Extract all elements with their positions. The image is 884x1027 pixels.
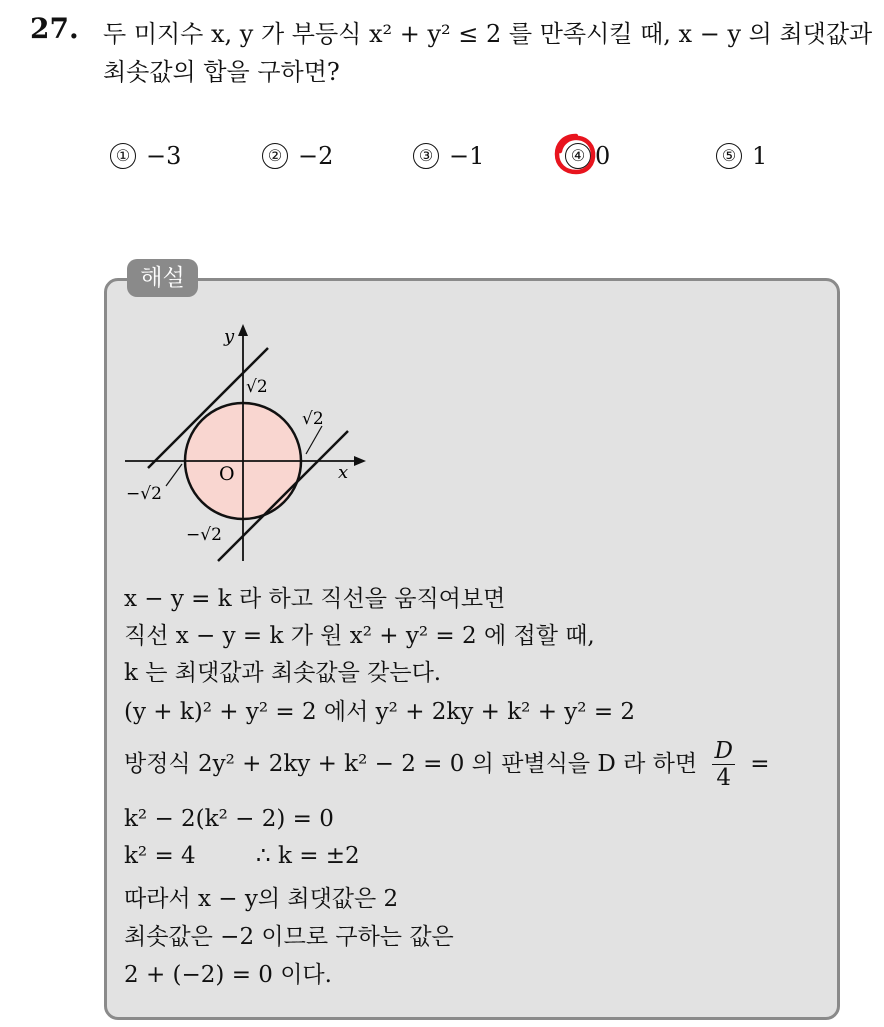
fraction-numerator: D: [714, 738, 733, 764]
choice-3-marker: ③: [413, 143, 439, 169]
choice-3-text: −1: [449, 142, 485, 170]
solution-line-5: [124, 738, 769, 792]
solution-line-8: 따라서 x − y의 최댓값은 2: [124, 886, 399, 912]
choice-2-text: −2: [298, 142, 334, 170]
x-axis-label: x: [338, 462, 349, 483]
solution-line-3: k 는 최댓값과 최솟값을 갖는다.: [124, 660, 442, 686]
solution-line-2: 직선 x − y = k 가 원 x² + y² = 2 에 접할 때,: [124, 623, 595, 649]
solution-line-9: 최솟값은 −2 이므로 구하는 값은: [124, 924, 454, 950]
choice-4-text: 0: [595, 142, 611, 170]
solution-tag: 해설: [127, 259, 198, 297]
choice-1-text: −3: [146, 142, 182, 170]
discriminant-fraction: [712, 738, 734, 792]
question-number: 27.: [30, 12, 79, 45]
solution-line-7: k² = 4: [124, 843, 196, 869]
choice-2[interactable]: [262, 142, 333, 170]
origin-label: O: [219, 463, 235, 485]
top-intercept-label: √2: [246, 377, 268, 397]
solution-line-4: (y + k)² + y² = 2 에서 y² + 2ky + k² + y² = 2: [124, 699, 636, 725]
solution-line-5-text: 방정식 2y² + 2ky + k² − 2 = 0 의 판별식을 D 라 하면: [124, 750, 698, 777]
choice-1-marker: ①: [110, 143, 136, 169]
choice-5-text: 1: [752, 142, 768, 170]
answer-circle-mark: [552, 131, 598, 177]
right-intercept-label: √2: [302, 409, 324, 429]
left-label-pointer: [166, 464, 182, 486]
choice-5[interactable]: [716, 142, 767, 170]
y-axis-label: y: [224, 326, 235, 347]
question-text-line-1: 두 미지수 x, y 가 부등식 x² + y² ≤ 2 를 만족시킬 때, x − y 의 최댓값과: [103, 20, 873, 48]
fraction-equals: =: [750, 750, 770, 777]
question-text-line-2: 최솟값의 합을 구하면?: [103, 58, 340, 86]
choice-5-marker: ⑤: [716, 143, 742, 169]
choice-2-marker: ②: [262, 143, 288, 169]
solution-line-10: 2 + (−2) = 0 이다.: [124, 962, 332, 988]
choice-4-marker: ④: [565, 143, 591, 169]
right-label-pointer: [306, 426, 322, 454]
left-intercept-label: −√2: [126, 484, 162, 504]
choice-3[interactable]: [413, 142, 484, 170]
circle-tangent-graph: [120, 316, 370, 566]
y-axis-arrow: [238, 324, 248, 336]
solution-line-1: x − y = k 라 하고 직선을 움직여보면: [124, 586, 506, 612]
solution-line-6: k² − 2(k² − 2) = 0: [124, 806, 334, 832]
choice-1[interactable]: [110, 142, 181, 170]
fraction-denominator: 4: [716, 765, 731, 792]
solution-line-7-therefore: ∴ k = ±2: [256, 843, 360, 869]
bottom-intercept-label: −√2: [186, 525, 222, 545]
x-axis-arrow: [354, 456, 366, 466]
